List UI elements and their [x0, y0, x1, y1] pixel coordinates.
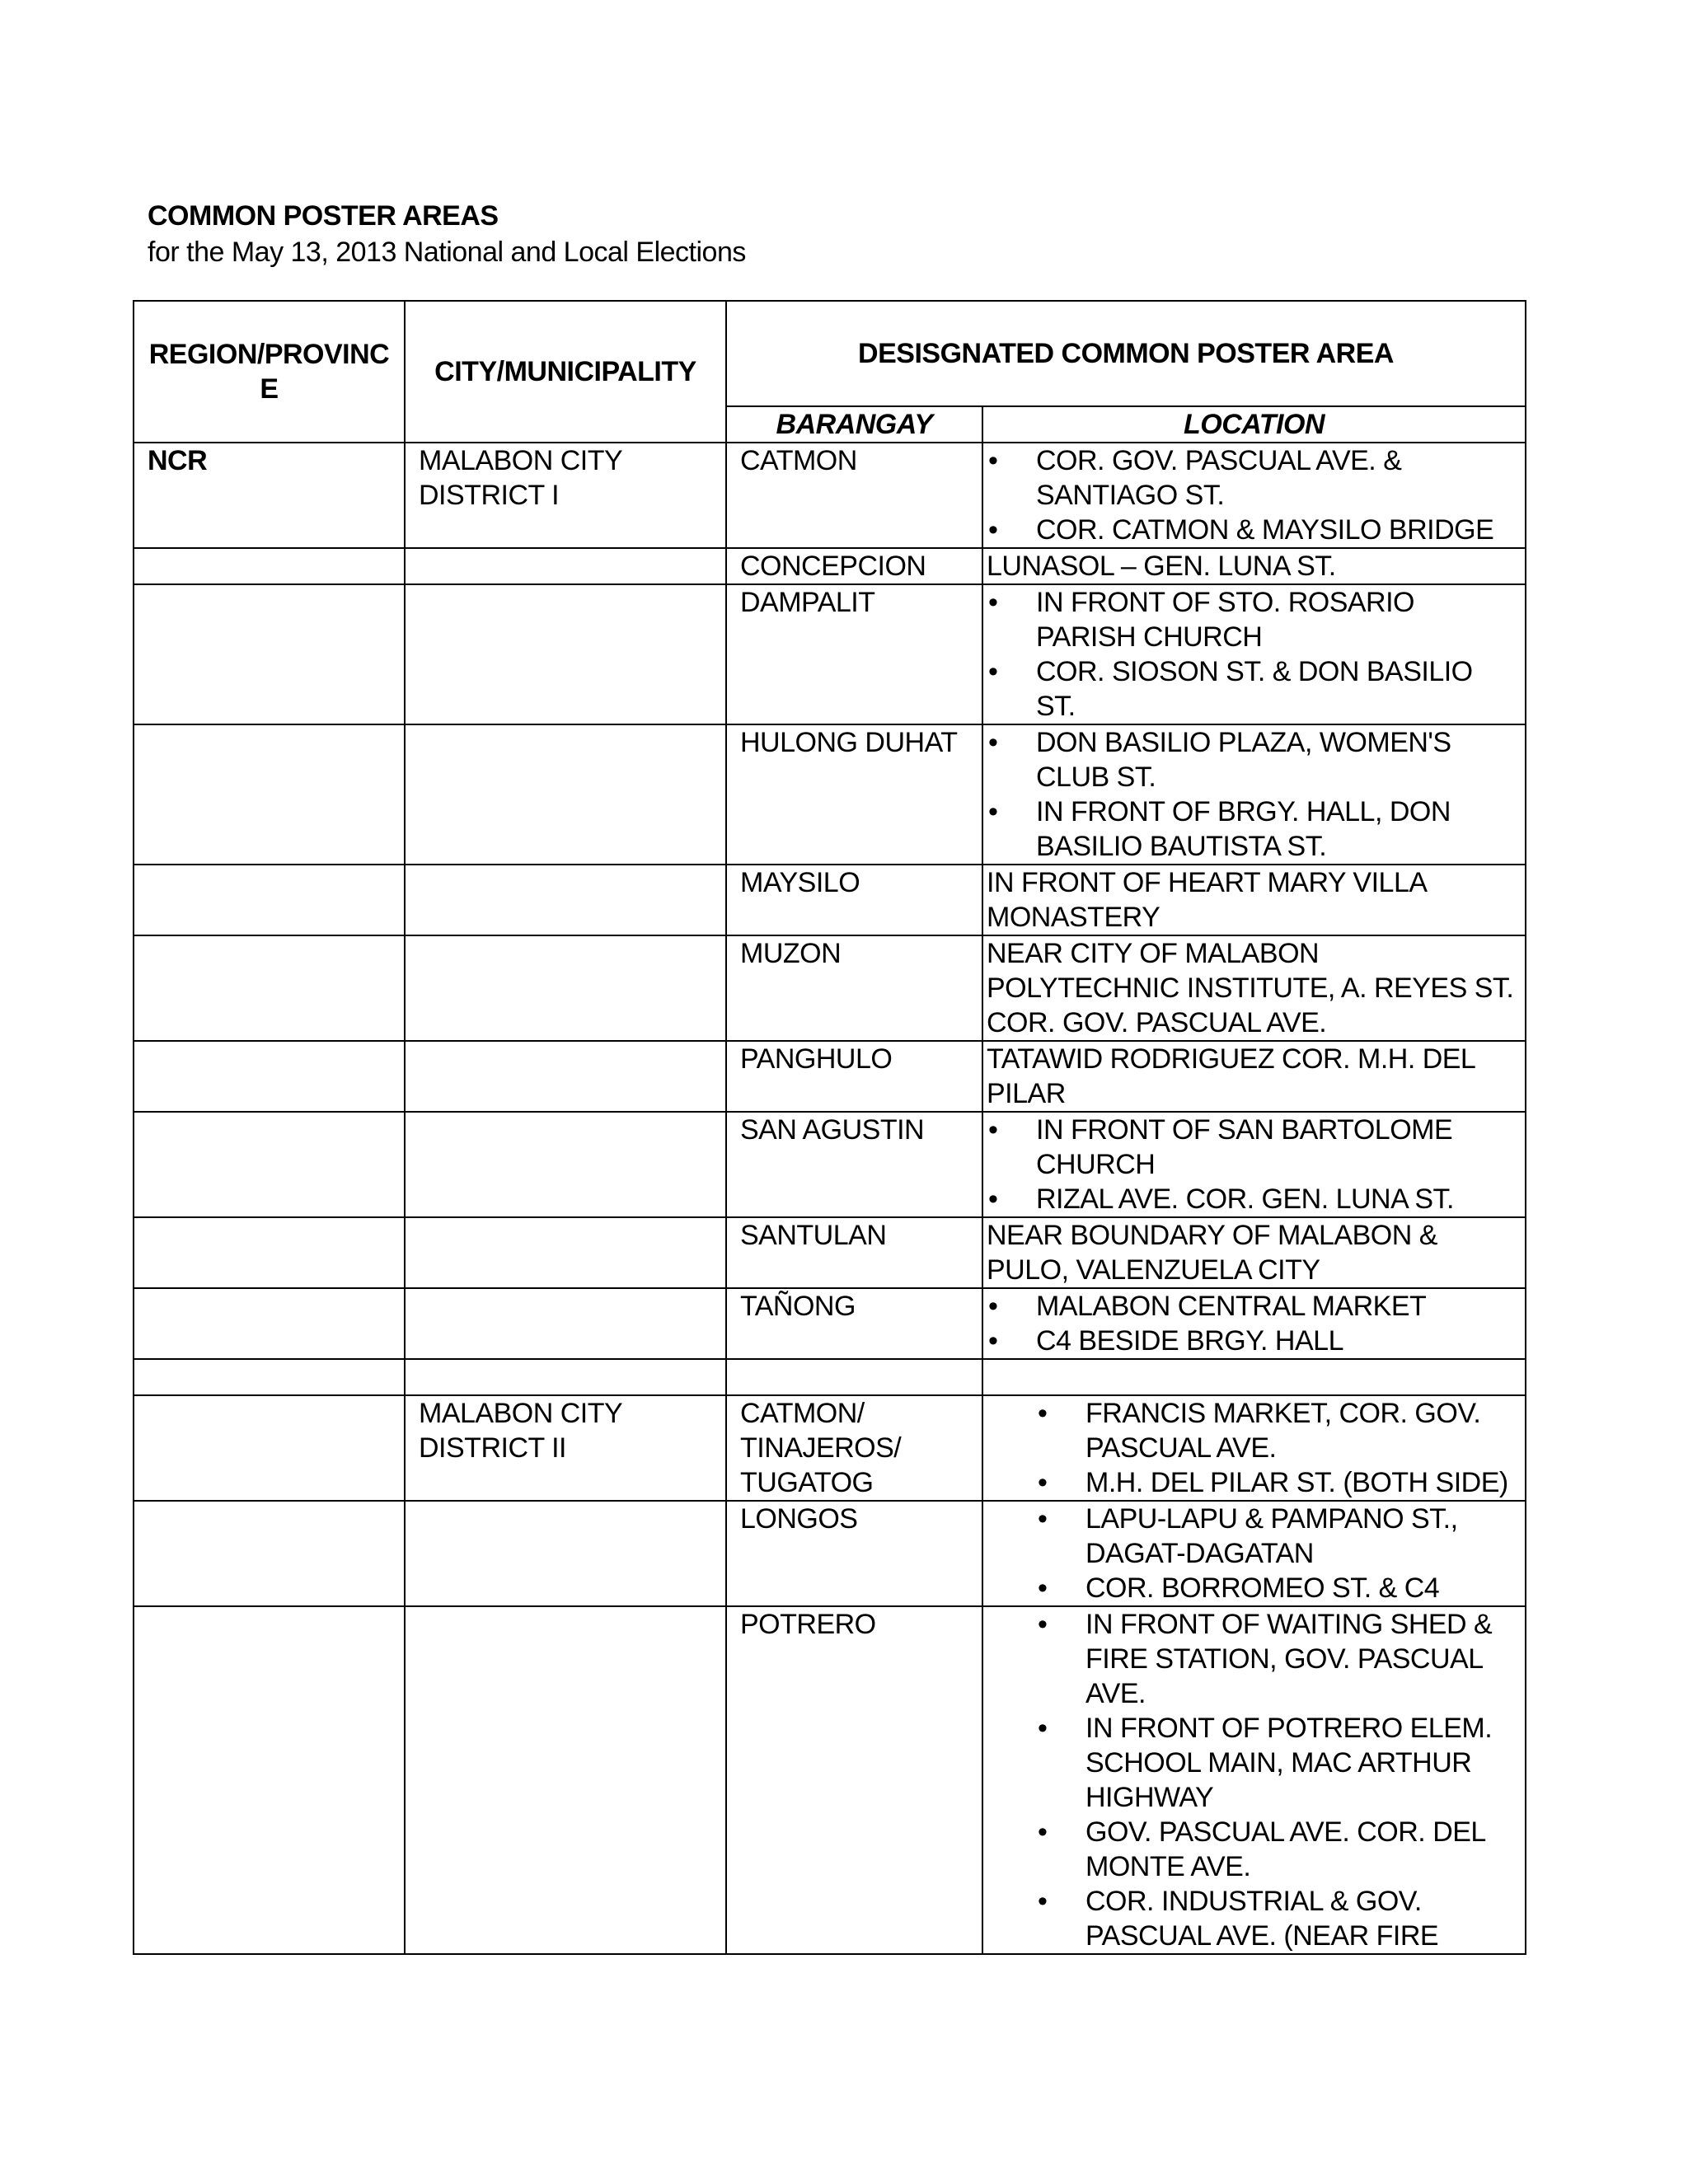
barangay-line: PANGHULO	[740, 1043, 893, 1075]
table-header-row	[134, 301, 1526, 406]
location-item: • COR. BORROMEO ST. & C4	[987, 1571, 1518, 1605]
location-item: • RIZAL AVE. COR. GEN. LUNA ST.	[987, 1182, 1518, 1216]
location-item: • M.H. DEL PILAR ST. (BOTH SIDE)	[987, 1465, 1518, 1500]
location-item: • IN FRONT OF WAITING SHED & FIRE STATION, GOV. PASCUAL AVE.	[987, 1607, 1518, 1711]
city-header: CITY/MUNICIPALITY	[405, 301, 726, 443]
location-text: TATAWID RODRIGUEZ COR. M.H. DEL PILAR	[987, 1043, 1475, 1109]
location-item: • COR. SIOSON ST. & DON BASILIO ST.	[987, 654, 1518, 724]
barangay-cell	[726, 548, 982, 584]
table-row	[134, 1112, 1526, 1217]
barangay-cell	[726, 1041, 982, 1112]
location-item: • LAPU-LAPU & PAMPANO ST., DAGAT-DAGATAN	[987, 1502, 1518, 1571]
city-cell	[405, 1288, 726, 1359]
table-row	[134, 865, 1526, 935]
document-header	[148, 198, 746, 270]
location-item: • DON BASILIO PLAZA, WOMEN'S CLUB ST.	[987, 725, 1518, 794]
barangay-cell	[726, 865, 982, 935]
location-text: LUNASOL – GEN. LUNA ST.	[987, 551, 1336, 582]
barangay-line: POTRERO	[740, 1609, 876, 1640]
city-cell	[405, 935, 726, 1041]
barangay-line: CATMON/	[740, 1398, 865, 1429]
barangay-line: LONGOS	[740, 1503, 858, 1535]
location-text: IN FRONT OF HEART MARY VILLA MONASTERY	[987, 867, 1426, 933]
region-header: REGION/PROVINCE	[134, 301, 405, 443]
table-row	[134, 584, 1526, 724]
barangay-line: SANTULAN	[740, 1220, 887, 1251]
poster-areas-table	[133, 300, 1526, 1955]
location-cell	[982, 1501, 1526, 1606]
table-body	[134, 443, 1526, 1954]
location-cell	[982, 548, 1526, 584]
city-line: MALABON CITY	[419, 1398, 623, 1429]
location-text: NEAR CITY OF MALABON POLYTECHNIC INSTITUTE, A. REYES ST. COR. GOV. PASCUAL AVE.	[987, 938, 1514, 1038]
city-cell	[405, 1041, 726, 1112]
table-row	[134, 1041, 1526, 1112]
location-cell	[982, 865, 1526, 935]
barangay-cell	[726, 1217, 982, 1288]
city-cell	[405, 1501, 726, 1606]
barangay-header: BARANGAY	[726, 406, 982, 443]
location-cell	[982, 1606, 1526, 1954]
document-subtitle: for the May 13, 2013 National and Local Elections	[148, 237, 746, 268]
region-cell	[134, 1112, 405, 1217]
barangay-cell	[726, 1288, 982, 1359]
document-title: COMMON POSTER AREAS	[148, 200, 499, 232]
city-cell	[405, 548, 726, 584]
barangay-line: SAN AGUSTIN	[740, 1114, 925, 1146]
region-cell	[134, 1606, 405, 1954]
table-row	[134, 548, 1526, 584]
empty-cell	[982, 1359, 1526, 1395]
region-cell	[134, 724, 405, 865]
barangay-cell	[726, 1395, 982, 1501]
barangay-line: TAÑONG	[740, 1291, 856, 1322]
barangay-line: CATMON	[740, 445, 857, 476]
location-list	[987, 1113, 1518, 1216]
barangay-cell	[726, 935, 982, 1041]
location-list	[987, 1502, 1518, 1605]
location-item: • IN FRONT OF SAN BARTOLOME CHURCH	[987, 1113, 1518, 1182]
city-cell	[405, 1112, 726, 1217]
location-list	[987, 585, 1518, 724]
location-text: NEAR BOUNDARY OF MALABON & PULO, VALENZUELA CITY	[987, 1220, 1437, 1286]
table-row	[134, 935, 1526, 1041]
location-list	[987, 725, 1518, 864]
location-item: • COR. GOV. PASCUAL AVE. & SANTIAGO ST.	[987, 443, 1518, 513]
location-item: • C4 BESIDE BRGY. HALL	[987, 1324, 1518, 1358]
region-cell	[134, 1501, 405, 1606]
table-row	[134, 1395, 1526, 1501]
barangay-line: TUGATOG	[740, 1467, 874, 1498]
city-cell	[405, 584, 726, 724]
barangay-cell	[726, 443, 982, 548]
table-row	[134, 1288, 1526, 1359]
table-row	[134, 443, 1526, 548]
table-row	[134, 1501, 1526, 1606]
region-cell: NCR	[134, 443, 405, 548]
location-item: • IN FRONT OF POTRERO ELEM. SCHOOL MAIN, MAC ARTHUR HIGHWAY	[987, 1711, 1518, 1815]
barangay-cell	[726, 1606, 982, 1954]
barangay-cell	[726, 724, 982, 865]
barangay-line: HULONG DUHAT	[740, 727, 958, 758]
location-list	[987, 1607, 1518, 1953]
region-cell	[134, 584, 405, 724]
barangay-cell	[726, 1112, 982, 1217]
barangay-cell	[726, 584, 982, 724]
city-cell	[405, 443, 726, 548]
city-line: DISTRICT II	[419, 1432, 566, 1464]
barangay-line: DAMPALIT	[740, 587, 875, 618]
city-cell	[405, 1395, 726, 1501]
location-cell	[982, 1395, 1526, 1501]
location-cell	[982, 1112, 1526, 1217]
barangay-line: MAYSILO	[740, 867, 860, 898]
spacer-row	[134, 1359, 1526, 1395]
city-line: DISTRICT I	[419, 480, 560, 511]
location-cell	[982, 724, 1526, 865]
city-cell	[405, 1217, 726, 1288]
region-cell	[134, 548, 405, 584]
location-list	[987, 443, 1518, 547]
location-item: • COR. INDUSTRIAL & GOV. PASCUAL AVE. (NEAR FIRE	[987, 1884, 1518, 1953]
location-item: • COR. CATMON & MAYSILO BRIDGE	[987, 513, 1518, 547]
region-cell	[134, 935, 405, 1041]
region-cell	[134, 1395, 405, 1501]
location-cell	[982, 935, 1526, 1041]
city-cell	[405, 724, 726, 865]
location-item: • GOV. PASCUAL AVE. COR. DEL MONTE AVE.	[987, 1815, 1518, 1884]
location-cell	[982, 1288, 1526, 1359]
barangay-line: CONCEPCION	[740, 551, 926, 582]
location-item: • MALABON CENTRAL MARKET	[987, 1289, 1518, 1324]
location-item: • FRANCIS MARKET, COR. GOV. PASCUAL AVE.	[987, 1396, 1518, 1465]
barangay-line: MUZON	[740, 938, 842, 969]
region-cell	[134, 1041, 405, 1112]
table-row	[134, 1217, 1526, 1288]
table-row	[134, 1606, 1526, 1954]
location-header: LOCATION	[982, 406, 1526, 443]
location-list	[987, 1396, 1518, 1500]
location-cell	[982, 443, 1526, 548]
location-cell	[982, 584, 1526, 724]
barangay-line: TINAJEROS/	[740, 1432, 902, 1464]
empty-cell	[405, 1359, 726, 1395]
region-cell	[134, 1217, 405, 1288]
city-cell	[405, 1606, 726, 1954]
designated-area-header: DESISGNATED COMMON POSTER AREA	[726, 301, 1526, 406]
barangay-cell	[726, 1501, 982, 1606]
empty-cell	[134, 1359, 405, 1395]
city-cell	[405, 865, 726, 935]
table-row	[134, 724, 1526, 865]
location-list	[987, 1289, 1518, 1358]
region-cell	[134, 865, 405, 935]
location-cell	[982, 1041, 1526, 1112]
empty-cell	[726, 1359, 982, 1395]
location-item: • IN FRONT OF BRGY. HALL, DON BASILIO BAUTISTA ST.	[987, 794, 1518, 864]
region-cell	[134, 1288, 405, 1359]
city-line: MALABON CITY	[419, 445, 623, 476]
location-item: • IN FRONT OF STO. ROSARIO PARISH CHURCH	[987, 585, 1518, 654]
location-cell	[982, 1217, 1526, 1288]
